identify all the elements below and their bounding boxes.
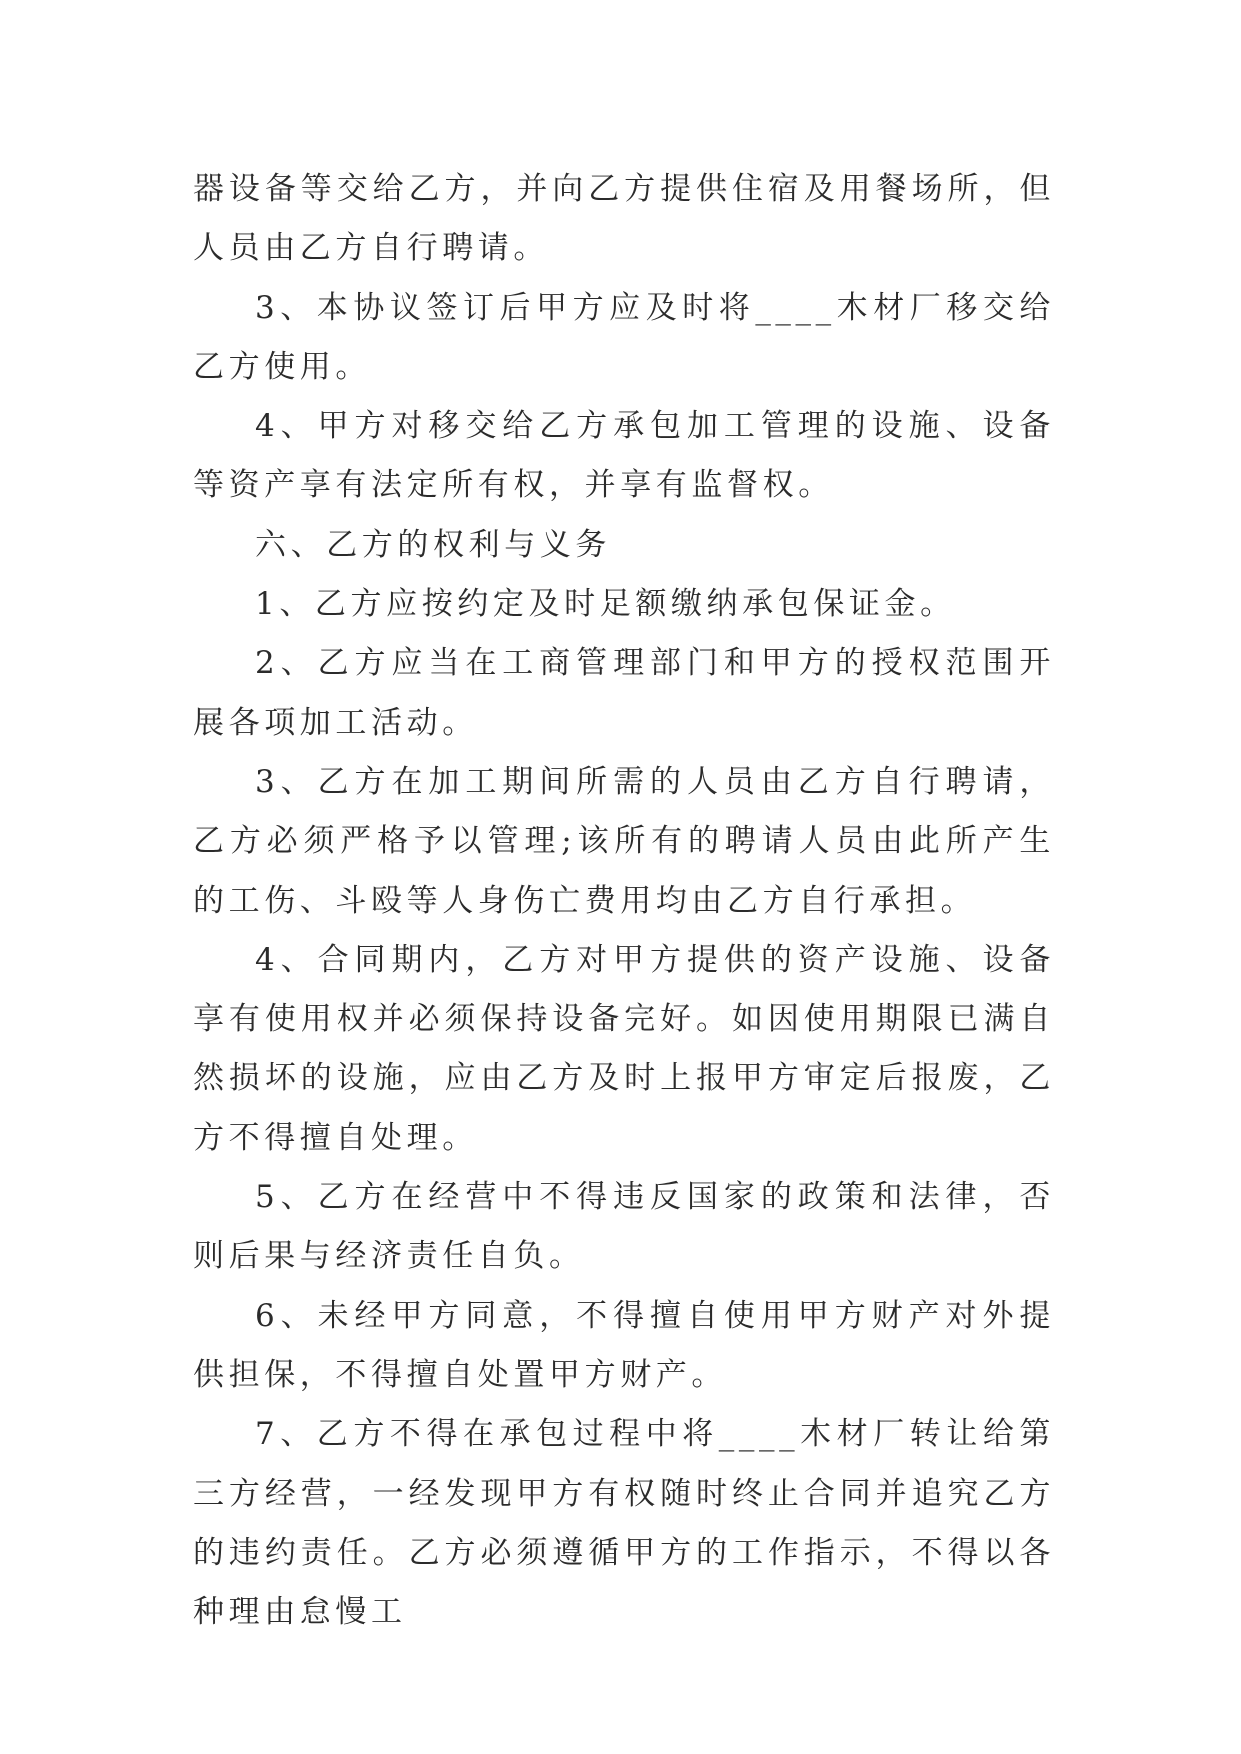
paragraph: 7、乙方不得在承包过程中将____木材厂转让给第三方经营，一经发现甲方有权随时终止合同并追究乙方的违约责任。乙方必须遵循甲方的工作指示，不得以各种理由怠慢工 <box>193 1416 1055 1631</box>
paragraph: 2、乙方应当在工商管理部门和甲方的授权范围开展各项加工活动。 <box>193 645 1055 741</box>
document-body <box>193 160 1055 1642</box>
paragraph: 6、未经甲方同意，不得擅自使用甲方财产对外提供担保，不得擅自处置甲方财产。 <box>193 1297 1055 1393</box>
section-heading: 六、乙方的权利与义务 <box>255 526 611 563</box>
paragraph: 4、甲方对移交给乙方承包加工管理的设施、设备等资产享有法定所有权，并享有监督权。 <box>193 408 1055 504</box>
paragraph: 器设备等交给乙方，并向乙方提供住宿及用餐场所，但人员由乙方自行聘请。 <box>193 171 1055 267</box>
paragraph: 3、本协议签订后甲方应及时将____木材厂移交给乙方使用。 <box>193 289 1055 385</box>
paragraph: 3、乙方在加工期间所需的人员由乙方自行聘请，乙方必须严格予以管理;该所有的聘请人员由此所产生的工伤、斗殴等人身伤亡费用均由乙方自行承担。 <box>193 763 1055 919</box>
paragraph: 1、乙方应按约定及时足额缴纳承包保证金。 <box>255 586 956 623</box>
paragraph: 5、乙方在经营中不得违反国家的政策和法律，否则后果与经济责任自负。 <box>193 1179 1055 1275</box>
paragraph: 4、合同期内，乙方对甲方提供的资产设施、设备享有使用权并必须保持设备完好。如因使用期限已满自然损坏的设施，应由乙方及时上报甲方审定后报废，乙方不得擅自处理。 <box>193 941 1055 1156</box>
